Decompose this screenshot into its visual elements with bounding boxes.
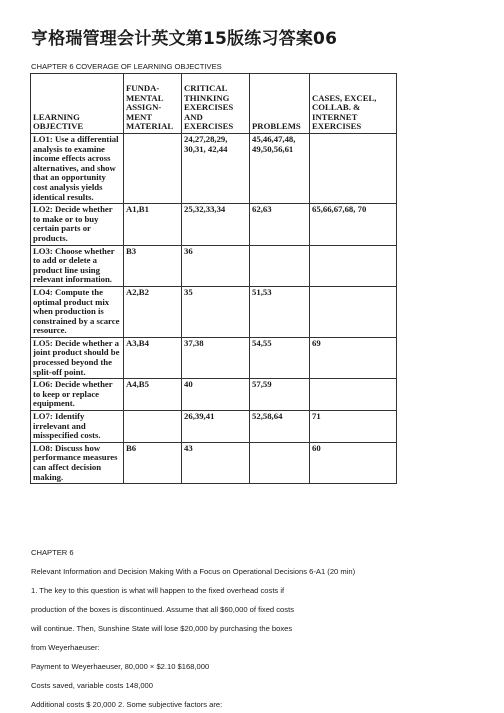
body-line: production of the boxes is discontinued. Assume that all $60,000 of fixed costs xyxy=(31,605,294,614)
table-cell: LO1: Use a differential analysis to examine income effects across alternatives, and show that an opportunity cost analysis yields identical results. xyxy=(31,134,124,204)
table-cell: A3,B4 xyxy=(124,337,182,378)
table-row xyxy=(31,134,397,204)
table-cell xyxy=(310,286,397,337)
body-line: 1. The key to this question is what will happen to the fixed overhead costs if xyxy=(31,586,285,595)
table-cell: 36 xyxy=(182,245,250,286)
table-cell: 62,63 xyxy=(250,204,310,245)
table-row xyxy=(31,286,397,337)
table-cell: 45,46,47,48, 49,50,56,61 xyxy=(250,134,310,204)
body-line: Payment to Weyerhaeuser, 80,000 × $2.10 $168,000 xyxy=(31,662,210,671)
table-cell: LO5: Decide whether a joint product should be processed beyond the split-off point. xyxy=(31,337,124,378)
table-cell: A4,B5 xyxy=(124,379,182,411)
table-cell: 57,59 xyxy=(250,379,310,411)
header-learning-objective: LEARNING OBJECTIVE xyxy=(31,74,124,134)
table-cell: 65,66,67,68, 70 xyxy=(310,204,397,245)
table-cell: 43 xyxy=(182,442,250,483)
body-line: will continue. Then, Sunshine State will lose $20,000 by purchasing the boxes xyxy=(31,624,293,633)
table-cell xyxy=(310,245,397,286)
header-problems: PROBLEMS xyxy=(250,74,310,134)
table-cell: 52,58,64 xyxy=(250,411,310,443)
table-row xyxy=(31,379,397,411)
body-line: Relevant Information and Decision Making With a Focus on Operational Decisions 6-A1 (20 min) xyxy=(31,567,356,576)
table-row xyxy=(31,442,397,483)
table-row xyxy=(31,411,397,443)
header-critical-thinking: CRITICAL THINKING EXERCISES AND EXERCISES xyxy=(182,74,250,134)
table-cell: LO6: Decide whether to keep or replace equipment. xyxy=(31,379,124,411)
table-header-row xyxy=(31,74,397,134)
section-heading: CHAPTER 6 COVERAGE OF LEARNING OBJECTIVES xyxy=(31,62,222,71)
learning-objectives-table xyxy=(30,73,397,484)
table-cell: 25,32,33,34 xyxy=(182,204,250,245)
body-line: Additional costs $ 20,000 2. Some subjective factors are: xyxy=(31,700,223,709)
table-cell xyxy=(310,379,397,411)
page-title: 亨格瑞管理会计英文第15版练习答案06 xyxy=(31,29,338,49)
table-cell: A1,B1 xyxy=(124,204,182,245)
table-cell: 24,27,28,29, 30,31, 42,44 xyxy=(182,134,250,204)
table-cell: 26,39,41 xyxy=(182,411,250,443)
table-cell: LO2: Decide whether to make or to buy certain parts or products. xyxy=(31,204,124,245)
body-line: from Weyerhaeuser: xyxy=(31,643,100,652)
table-cell: LO8: Discuss how performance measures can affect decision making. xyxy=(31,442,124,483)
table-cell: 71 xyxy=(310,411,397,443)
table-cell: B3 xyxy=(124,245,182,286)
table-cell: A2,B2 xyxy=(124,286,182,337)
table-cell: LO4: Compute the optimal product mix when production is constrained by a scarce resource. xyxy=(31,286,124,337)
table-row xyxy=(31,337,397,378)
table-cell: 37,38 xyxy=(182,337,250,378)
table-cell: 51,53 xyxy=(250,286,310,337)
header-fundamental-assignment: FUNDA-MENTAL ASSIGN-MENT MATERIAL xyxy=(124,74,182,134)
table-row xyxy=(31,204,397,245)
table-cell: 54,55 xyxy=(250,337,310,378)
table-cell: 69 xyxy=(310,337,397,378)
table-cell xyxy=(310,134,397,204)
table-cell: 60 xyxy=(310,442,397,483)
table-cell: 40 xyxy=(182,379,250,411)
body-line: Costs saved, variable costs 148,000 xyxy=(31,681,153,690)
table-cell xyxy=(124,411,182,443)
table-cell: 35 xyxy=(182,286,250,337)
table-cell xyxy=(250,442,310,483)
header-cases: CASES, EXCEL, COLLAB. & INTERNET EXERCISES xyxy=(310,74,397,134)
table-cell: B6 xyxy=(124,442,182,483)
table-cell xyxy=(124,134,182,204)
chapter-label: CHAPTER 6 xyxy=(31,548,74,557)
table-cell: LO7: Identify irrelevant and misspecified costs. xyxy=(31,411,124,443)
table-cell: LO3: Choose whether to add or delete a product line using relevant information. xyxy=(31,245,124,286)
table-cell xyxy=(250,245,310,286)
table-row xyxy=(31,245,397,286)
